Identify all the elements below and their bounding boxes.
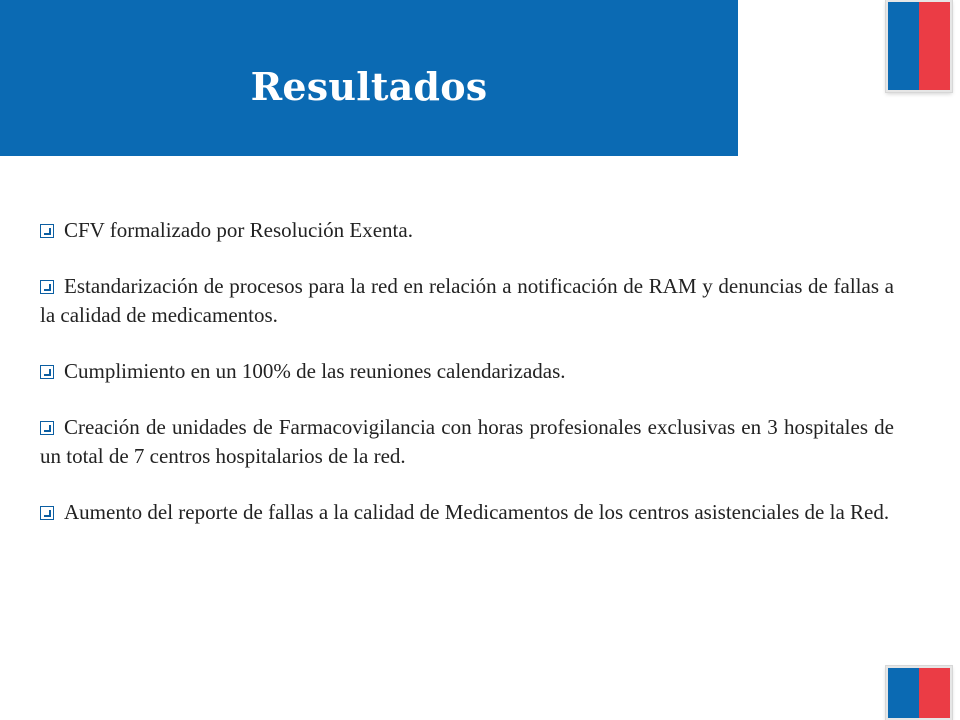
page-title: Resultados	[250, 64, 488, 109]
checkbox-bullet-icon	[40, 365, 54, 379]
list-item	[40, 357, 894, 386]
list-item-text: Creación de unidades de Farmacovigilancia con horas profesionales exclusivas en 3 hospitales de un total de 7 centros hospitalarios de la red.	[40, 415, 894, 468]
list-item-text: Aumento del reporte de fallas a la calidad de Medicamentos de los centros asistenciales de la Red.	[64, 500, 890, 524]
list-item-text: CFV formalizado por Resolución Exenta.	[64, 218, 413, 242]
checkbox-bullet-icon	[40, 506, 54, 520]
flag-red-stripe	[919, 2, 950, 90]
flag-icon	[886, 0, 952, 92]
flag-icon	[886, 666, 952, 720]
list-item-text: Cumplimiento en un 100% de las reuniones calendarizadas.	[64, 359, 566, 383]
flag-red-stripe	[919, 668, 950, 718]
flag-blue-stripe	[888, 2, 919, 90]
checkbox-bullet-icon	[40, 280, 54, 294]
list-item	[40, 272, 894, 330]
flag-blue-stripe	[888, 668, 919, 718]
list-item	[40, 216, 894, 245]
results-list	[40, 216, 894, 554]
list-item	[40, 413, 894, 471]
list-item-text: Estandarización de procesos para la red en relación a notificación de RAM y denuncias de fallas a la calidad de medicamentos.	[40, 274, 894, 327]
checkbox-bullet-icon	[40, 421, 54, 435]
checkbox-bullet-icon	[40, 224, 54, 238]
list-item	[40, 498, 894, 527]
